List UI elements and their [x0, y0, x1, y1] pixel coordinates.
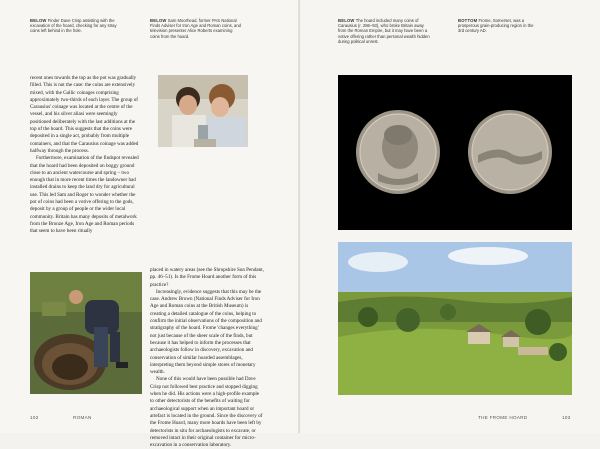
folio-number: 103 — [562, 415, 571, 420]
caption-lead: BELOW — [150, 18, 167, 23]
caption-lead: BELOW — [30, 18, 47, 23]
folio-section: ROMAN — [73, 415, 92, 420]
caption-sam-moorhead — [150, 18, 242, 39]
paragraph: placed in watery areas (see the Shropshire Sun Pendant, pp. 46–51). Is the Frome Hoard another form of this practice? — [150, 267, 264, 288]
folio-number: 102 — [30, 415, 39, 420]
right-page — [300, 0, 600, 433]
caption-text: Sam Moorhead, former PAS National Finds Adviser for Iron Age and Roman coins, and television presenter Alice Roberts examining coins from the hoard. — [150, 18, 242, 39]
caption-frome-region — [458, 18, 538, 34]
photo-lab-examination — [158, 75, 248, 147]
paragraph: None of this would have been possible had Dave Crisp not followed best practice and stopped digging when he did. His actions were a high-profile example to other detectorists of the benefits of waiting for archaeological support when an important hoard or artefact is located in the ground. Since the discovery of the Frome Hoard, many more hoards have been left by detectorists in situ for archaeologists to excavate, or removed intact in their original container for micro-excavation in a conservation laboratory. — [150, 376, 263, 449]
paragraph: recent ones towards the top as the pot was gradually filled. This is not the case: the coins are extensively mixed, with the Gallic coinages comprising approximately two-thirds of each layer. The group of Carausius' coinage was located at the centre of the vessel, and his silver aliasi were seemingly positioned deliberately with the last additions at the top of the hoard. This suggests that the coins were deposited in a single act, probably from multiple containers, and that the Carausius coinage was added halfway through the process. — [30, 75, 139, 154]
folio-section: THE FROME HOARD — [478, 415, 528, 420]
photo-frome-landscape — [338, 242, 572, 395]
paragraph: Furthermore, examination of the findspot revealed that the hoard had been deposited on boggy ground close to an ancient watercourse and spring – two enough that in more recent times the landowner had installed drains to keep the land dry for agricultural use. This led Sam and Roger to wonder whether the pot of coins had been a votive offering to the gods, deposit by a group of people or the wider local community. Britain has many deposits of metalwork from the Bronze Age, Iron Age and Roman periods that seem to have been ritually — [30, 155, 139, 235]
caption-text: The hoard included many coins of Carausius (r. 286–93), who broke Britain away from the Roman Empire, but it may have been a votive offering rather than personal wealth hidden during political unrest. — [338, 18, 430, 44]
caption-lead: BOTTOM — [458, 18, 478, 23]
caption-text: Frome, Somerset, was a prosperous grain-producing region in the 3rd century AD. — [458, 18, 534, 34]
body-column-1 — [30, 75, 140, 236]
caption-text: Finder Dave Crisp assisting with the excavation of the hoard, checking for any stray coins left behind in the hole. — [30, 18, 117, 34]
caption-lead: BELOW — [338, 18, 355, 23]
photo-coins — [338, 75, 572, 230]
photo-excavation — [30, 272, 142, 394]
caption-finder — [30, 18, 118, 34]
caption-carausius — [338, 18, 430, 44]
body-column-2 — [150, 267, 264, 449]
paragraph: Increasingly, evidence suggests that this may be the case. Andrew Brown (National Finds Adviser for Iron Age and Roman coins at the British Museum) is creating a detailed catalogue of the coins, helping to confirm the initial observations of the composition and stratigraphy of the hoard. Frome 'changes everything' not just because of the sheer scale of the finds, but because it has helped to inform the processes that archaeologists follow in discovery, excavation and conservation of similar hoarded assemblages, interpreting them beyond simple stores of monetary wealth. — [150, 288, 262, 376]
